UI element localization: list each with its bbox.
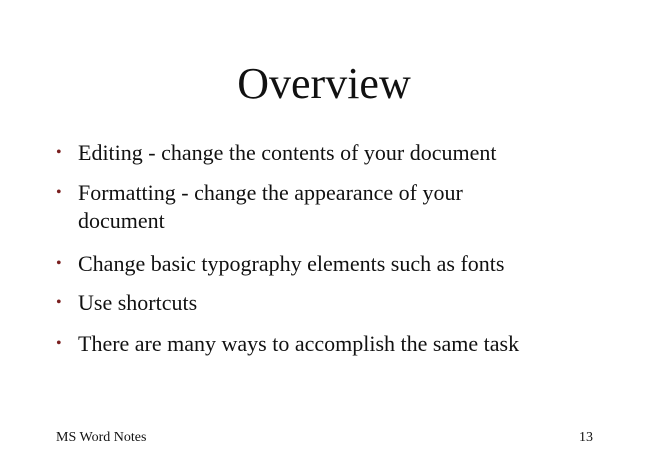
footer-text: MS Word Notes <box>56 430 147 445</box>
page-number: 13 <box>579 430 593 445</box>
bullet-text: Editing - change the contents of your document <box>78 140 497 165</box>
bullet-marker: • <box>56 144 62 161</box>
bullet-marker: • <box>56 294 62 311</box>
bullet-marker: • <box>56 255 62 272</box>
bullet-text: Use shortcuts <box>78 290 198 315</box>
slide-title: Overview <box>237 59 411 108</box>
bullet-marker: • <box>56 335 62 352</box>
bullet-marker: • <box>56 184 62 201</box>
bullet-text: Change basic typography elements such as fonts <box>78 251 505 276</box>
bullet-text: Formatting - change the appearance of your document <box>78 180 463 233</box>
bullet-text: There are many ways to accomplish the same task <box>78 331 520 356</box>
